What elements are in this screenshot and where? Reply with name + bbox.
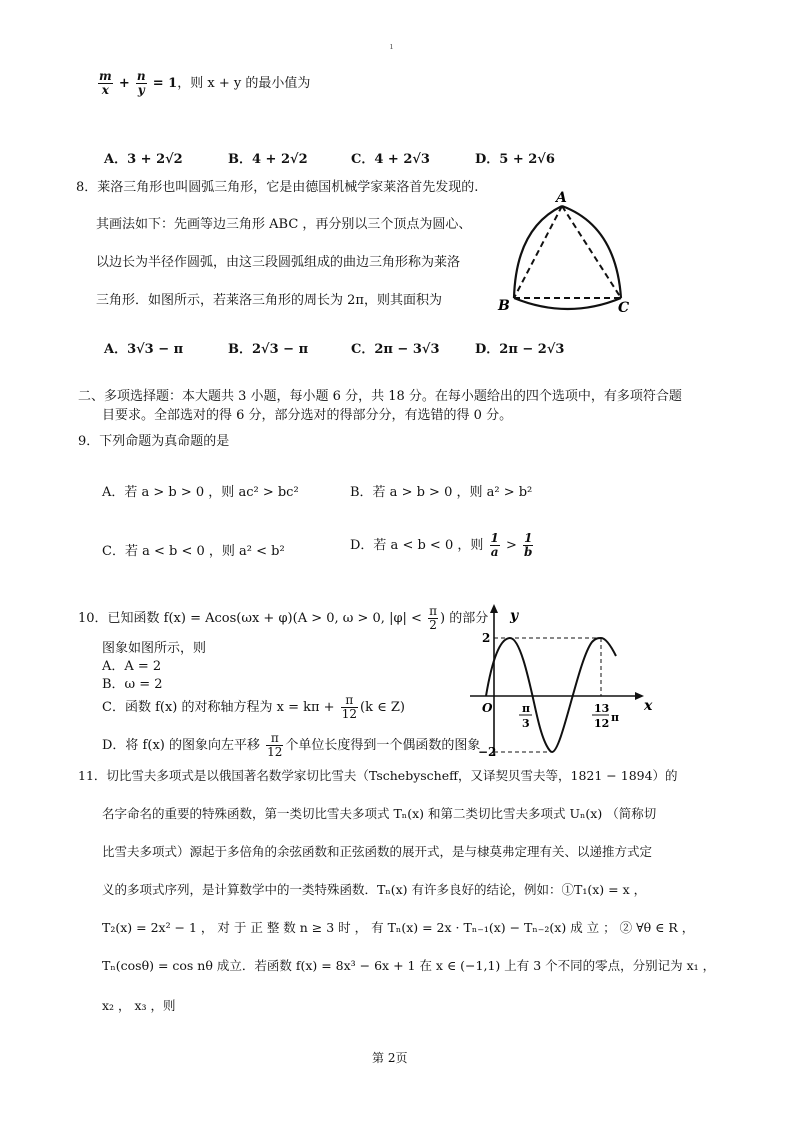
q7-stem-tail: ，则 x + y 的最小值为 <box>177 76 311 91</box>
q10-line2: 图象如图所示，则 <box>102 641 207 656</box>
q9-option-b: B．若 a > b > 0 ，则 a² > b² <box>350 485 533 500</box>
q11-line6: Tₙ(cosθ) = cos nθ 成立．若函数 f(x) = 8x³ − 6x + 1 在 x ∈ (−1,1) 上有 3 个不同的零点，分别记为 x₁ ， <box>102 958 716 973</box>
q7-option-c: C．4 + 2√3 <box>351 152 430 167</box>
q9-option-c: C．若 a < b < 0 ，则 a² < b² <box>102 544 285 559</box>
graph-ymax-label: 2 <box>482 631 491 645</box>
q9-stem: 9．下列命题为真命题的是 <box>78 434 230 449</box>
graph-tick1-den: 3 <box>522 717 530 730</box>
q10-option-b: B．ω = 2 <box>102 677 163 692</box>
q10-d-frac: $\frac{\pi}{12}$ <box>267 731 283 759</box>
page-footer: 第 2页 <box>372 1051 408 1065</box>
graph-origin-label: O <box>482 701 493 715</box>
q10-c-frac: $\frac{\pi}{12}$ <box>341 693 357 721</box>
graph-tick2-num: 13 <box>594 702 610 715</box>
q10-option-d: D．将 f(x) 的图象向左平移 $\frac{\pi}{12}$ 个单位长度得到一个偶函数的图象 <box>102 731 481 759</box>
q10-option-a: A．A = 2 <box>102 659 162 674</box>
graph-tick2-suffix: π <box>611 711 620 724</box>
top-mark: ı <box>390 42 393 52</box>
graph-y-label: y <box>510 608 519 624</box>
q9-d-frac1: $\frac{1}{a}$ <box>490 531 499 559</box>
q11-line2: 名字命名的重要的特殊函数，第一类切比雪夫多项式 Tₙ(x) 和第二类切比雪夫多项式 Uₙ(x) （简称切 <box>102 806 657 821</box>
q9-d-frac2: $\frac{1}{b}$ <box>524 531 533 559</box>
q9-option-d: D．若 a < b < 0 ，则 $\frac{1}{a}$ > $\frac{1}{b}$ <box>350 531 533 559</box>
q7-option-a: A．3 + 2√2 <box>104 152 183 167</box>
q11-line5: T₂(x) = 2x² − 1 ， 对 于 正 整 数 n ≥ 3 时 ， 有 Tₙ(x) = 2x · Tₙ₋₁(x) − Tₙ₋₂(x) 成 立 ； ② ∀θ ∈ R ， <box>102 920 695 935</box>
q8-option-b: B．2√3 − π <box>228 342 309 357</box>
q9-option-a: A．若 a > b > 0 ，则 ac² > bc² <box>102 485 299 500</box>
graph-ymin-label: −2 <box>478 745 497 759</box>
q8-line4: 三角形．如图所示，若莱洛三角形的周长为 2π，则其面积为 <box>96 293 442 308</box>
cosine-graph-figure <box>466 600 656 760</box>
q7-option-d: D．5 + 2√6 <box>475 152 555 167</box>
q11-line1: 11．切比雪夫多项式是以俄国著名数学家切比雪夫（Tschebyscheff，又译契贝雪夫等，1821 − 1894）的 <box>78 768 678 783</box>
q10-stem: 10．已知函数 f(x) = Acos(ωx + φ)(A > 0, ω > 0, |φ| < $\frac{\pi}{2}$ ) 的部分 <box>78 604 489 632</box>
label-b: B <box>498 298 510 314</box>
q8-line3: 以边长为半径作圆弧，由这三段圆弧组成的曲边三角形称为莱洛 <box>96 255 461 270</box>
q11-line4: 义的多项式序列，是计算数学中的一类特殊函数．Tₙ(x) 有许多良好的结论，例如：①T₁(x) = x ， <box>102 882 647 897</box>
q7-eq: = 1 <box>152 76 178 91</box>
graph-tick2-den: 12 <box>594 717 610 730</box>
q10-option-c: C．函数 f(x) 的对称轴方程为 x = kπ + $\frac{\pi}{12}$ (k ∈ Z) <box>102 693 405 721</box>
q8-line1: 8．莱洛三角形也叫圆弧三角形，它是由德国机械学家莱洛首先发现的. <box>76 180 479 195</box>
q7-frac1: $\frac{m}{x}$ <box>99 69 112 97</box>
section2-line2: 目要求。全部选对的得 6 分，部分选对的得部分分，有选错的得 0 分。 <box>102 408 513 423</box>
label-c: C <box>618 300 630 316</box>
reuleaux-triangle-figure <box>496 188 638 316</box>
section2-line1: 二、多项选择题：本大题共 3 小题，每小题 6 分，共 18 分。在每小题给出的四个选项中，有多项符合题 <box>78 389 682 404</box>
graph-tick1-num: π <box>522 702 531 715</box>
q8-line2: 其画法如下：先画等边三角形 ABC ，再分别以三个顶点为圆心、 <box>96 217 472 232</box>
q8-option-c: C．2π − 3√3 <box>351 342 440 357</box>
q8-option-a: A．3√3 − π <box>104 342 184 357</box>
graph-x-label: x <box>644 698 653 714</box>
q7-option-b: B．4 + 2√2 <box>228 152 308 167</box>
q11-line7: x₂ ， x₃ ，则 <box>102 998 176 1013</box>
q7-frac2: $\frac{n}{y}$ <box>136 69 146 97</box>
label-a: A <box>556 190 567 206</box>
q8-option-d: D．2π − 2√3 <box>475 342 565 357</box>
q10-stem-frac: $\frac{\pi}{2}$ <box>429 604 437 632</box>
q11-line3: 比雪夫多项式）源起于多倍角的余弦函数和正弦函数的展开式，是与棣莫弗定理有关、以递推方式定 <box>102 844 653 859</box>
q7-stem: $\frac{m}{x}$ + $\frac{n}{y}$ = 1，则 x + y 的最小值为 <box>99 69 311 97</box>
